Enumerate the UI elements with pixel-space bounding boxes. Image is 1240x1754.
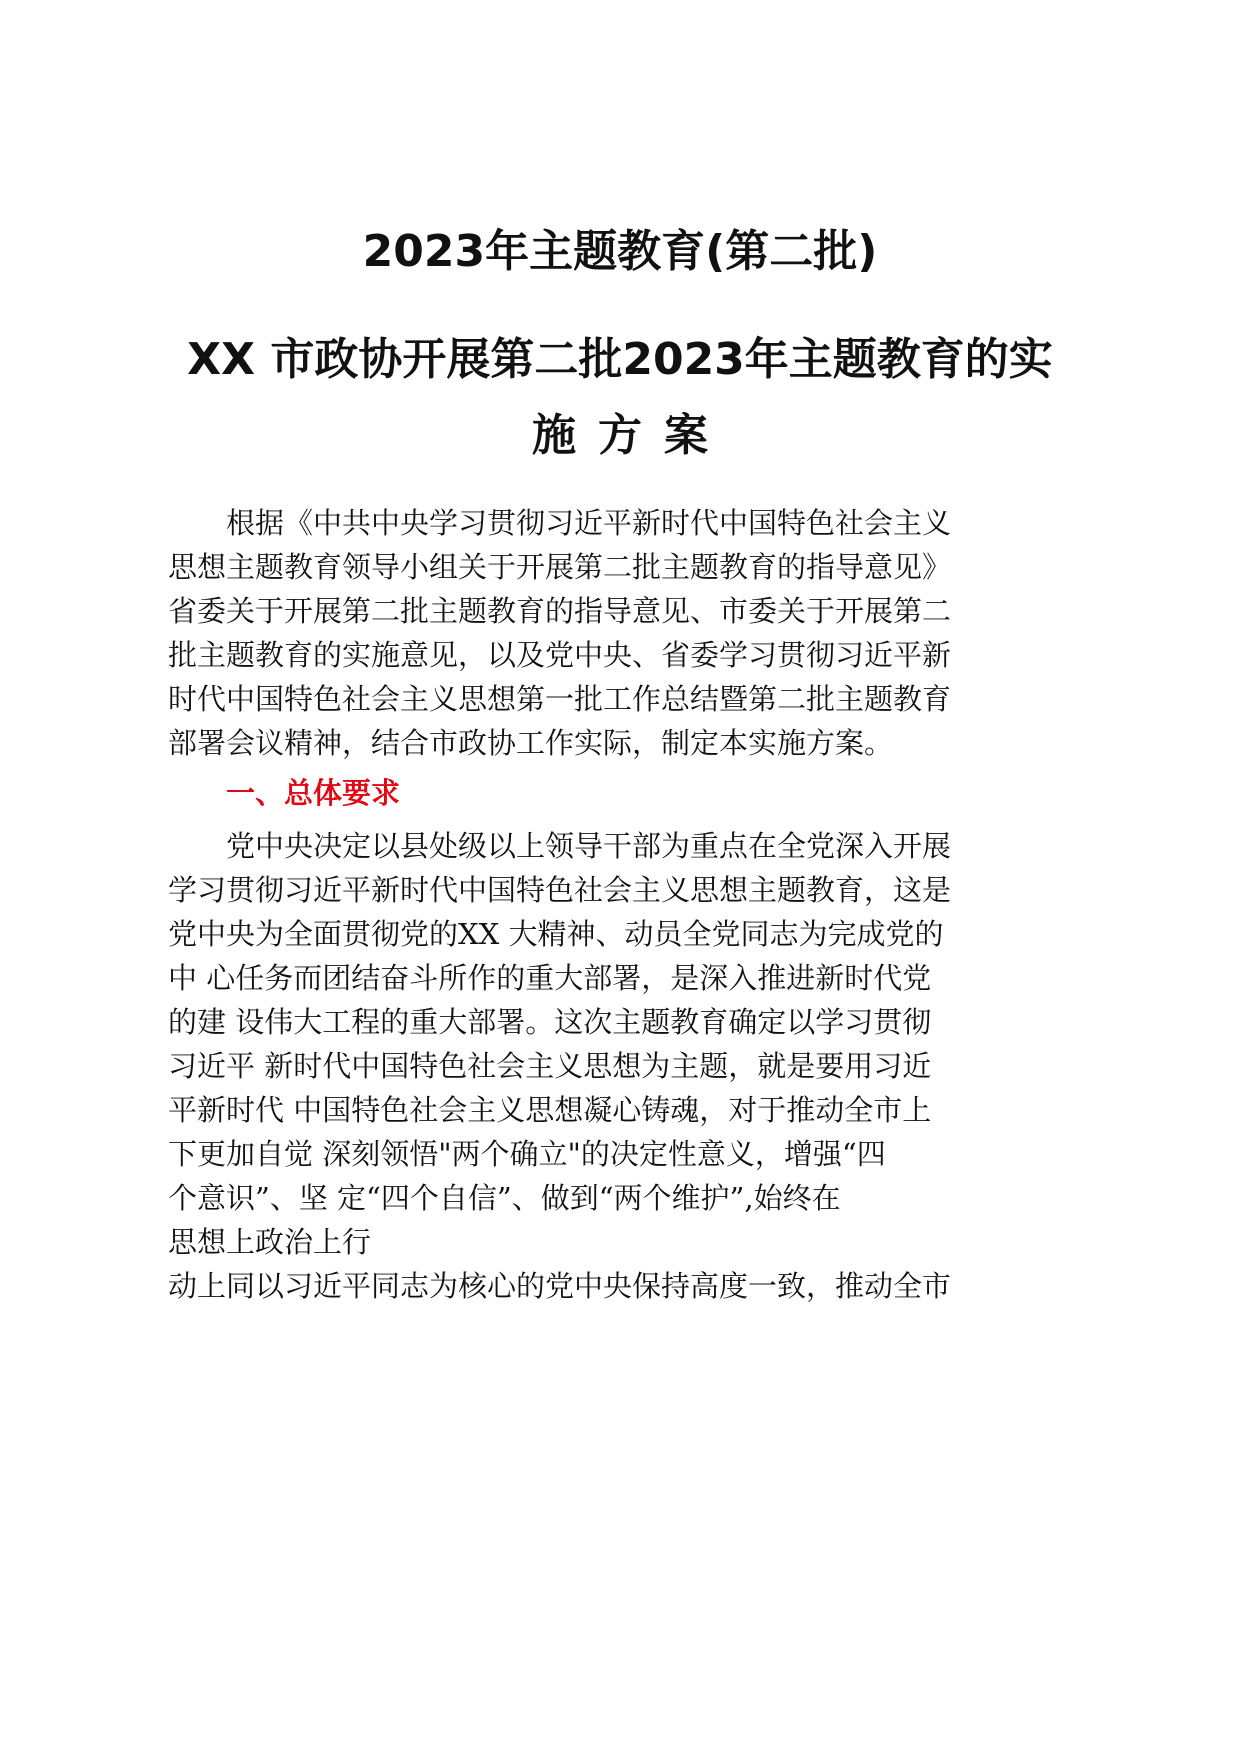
section-heading: 一、总体要求 — [226, 776, 401, 810]
body-line-11: 动上同以习近平同志为核心的党中央保持高度一致，推动全市 — [168, 1269, 952, 1303]
body-line-4: 中 心任务而团结奋斗所作的重大部署，是深入推进新时代党 — [168, 961, 932, 995]
body-line-1: 党中央决定以县处级以上领导干部为重点在全党深入开展 — [226, 829, 952, 863]
intro-line-3: 省委关于开展第二批主题教育的指导意见、市委关于开展第二 — [168, 594, 952, 628]
body-line-9: 个意识”、坚 定“四个自信”、做到“两个维护”,始终在 — [168, 1181, 841, 1215]
body-line-8: 下更加自觉 深刻领悟"两个确立"的决定性意义，增强“四 — [168, 1137, 886, 1171]
body-line-5: 的建 设伟大工程的重大部署。这次主题教育确定以学习贯彻 — [168, 1005, 932, 1039]
document-title-line-3: 施方案 — [532, 410, 730, 461]
body-line-3: 党中央为全面贯彻党的XX 大精神、动员全党同志为完成党的 — [168, 917, 944, 951]
intro-line-6: 部署会议精神，结合市政协工作实际，制定本实施方案。 — [168, 726, 894, 760]
intro-line-5: 时代中国特色社会主义思想第一批工作总结暨第二批主题教育 — [168, 682, 952, 716]
body-line-6: 习近平 新时代中国特色社会主义思想为主题，就是要用习近 — [168, 1049, 932, 1083]
intro-line-2: 思想主题教育领导小组关于开展第二批主题教育的指导意见》 — [168, 550, 952, 584]
intro-line-1: 根据《中共中央学习贯彻习近平新时代中国特色社会主义 — [226, 506, 952, 540]
document-title-line-2: XX 市政协开展第二批2023年主题教育的实 — [187, 334, 1053, 385]
intro-line-4: 批主题教育的实施意见，以及党中央、省委学习贯彻习近平新 — [168, 638, 952, 672]
document-title-line-1: 2023年主题教育(第二批) — [362, 226, 878, 277]
body-line-10: 思想上政治上行 — [168, 1225, 372, 1259]
body-line-7: 平新时代 中国特色社会主义思想凝心铸魂，对于推动全市上 — [168, 1093, 932, 1127]
body-line-2: 学习贯彻习近平新时代中国特色社会主义思想主题教育，这是 — [168, 873, 952, 907]
